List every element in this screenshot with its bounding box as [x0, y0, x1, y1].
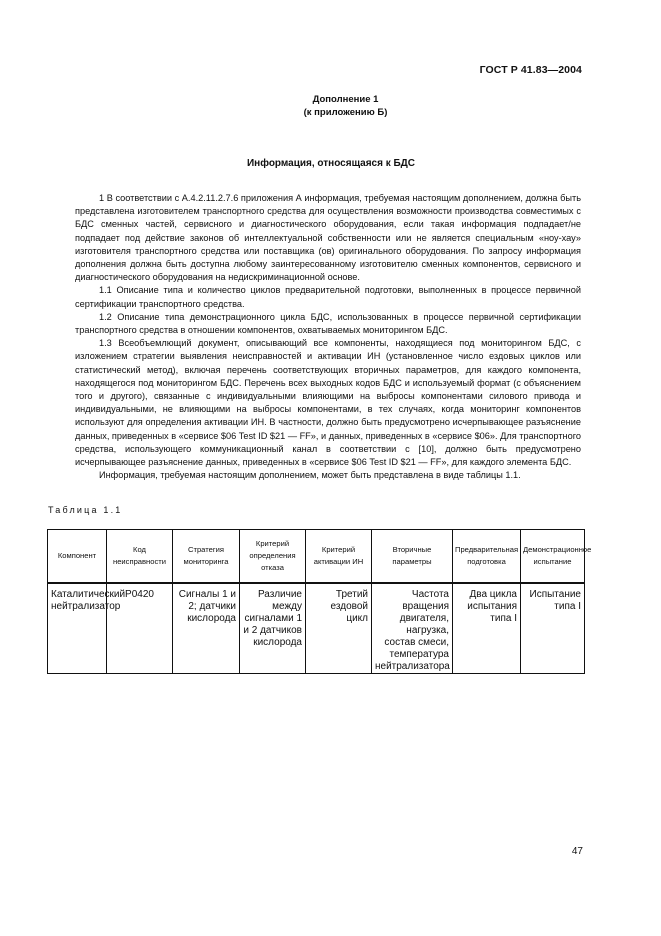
header-secondary-params: Вторичные параметры — [372, 530, 453, 584]
header-mi-criteria: Критерий активации ИН — [306, 530, 372, 584]
appendix-subtitle: (к приложению Б) — [303, 107, 388, 118]
header-fault-criteria: Критерий определения отказа — [240, 530, 306, 584]
cell-fault-criteria: Различие между сигналами 1 и 2 датчиков кислорода — [240, 583, 306, 674]
header-demo-test: Демонстрационное испытание — [521, 530, 585, 584]
body-text — [75, 192, 581, 482]
table-header-row — [48, 530, 585, 584]
header-monitoring-strategy: Стратегия мониторинга — [173, 530, 240, 584]
appendix-title: Дополнение 1 — [312, 94, 379, 105]
paragraph-1-2: 1.2 Описание типа демонстрационного цикла БДС, использованных в процессе первичной сертификации транспортного средства в отношении компонентов, охватываемых мониторингом БДС. — [75, 311, 581, 336]
paragraph-1-1: 1.1 Описание типа и количество циклов предварительной подготовки, выполненных в процессе первичной сертификации транспортного средства. — [75, 285, 581, 309]
header-preconditioning: Предварительная подготовка — [453, 530, 521, 584]
info-table — [47, 529, 592, 674]
header-fault-code: Код неисправности — [107, 530, 173, 584]
page-number: 47 — [571, 846, 583, 857]
appendix-heading — [0, 93, 661, 119]
header-component: Компонент — [48, 530, 107, 584]
cell-secondary-params: Частота вращения двигателя, нагрузка, состав смеси, температура нейтрализатора — [372, 583, 453, 674]
cell-mi-criteria: Третий ездовой цикл — [306, 583, 372, 674]
cell-monitoring-strategy: Сигналы 1 и 2; датчики кислорода — [173, 583, 240, 674]
paragraph-1-3: 1.3 Всеобъемлющий документ, описывающий все компоненты, находящиеся под мониторингом БДС, с изложением стратегии выявления неисправностей и активации ИН (установленное число ездовых циклов или статистический метод), включая перечень соответствующих вторичных параметров, для каждого компонента, находящегося под мониторингом БДС. Перечень всех выходных кодов БДС и используемый формат (с объяснением того и другого), связанные с индивидуальными влияющими на выбросы компонентами силового привода и индивидуальными, не влияющими на выбросы компонентами, в тех случаях, когда мониторинг компонентов используют для определения активации ИН. В частности, должно быть предусмотрено исчерпывающее разъяснение данных, приведенных в «сервисе $06 Test ID $21 — FF», и данных, приведенных в «сервисе $06». Для транспортного средства, использующего коммуникационный канал в соответствии с [10], должно быть предусмотрено исчерпывающее разъяснение данных, приведенных в «сервисе $06 Test ID $21 — FF», для каждого элемента БДС. — [75, 338, 581, 468]
table-caption: Таблица 1.1 — [48, 505, 123, 515]
cell-fault-code: P0420 — [107, 583, 173, 674]
cell-demo-test: Испытание типа I — [521, 583, 585, 674]
table-row — [48, 583, 585, 674]
cell-preconditioning: Два цикла испытания типа I — [453, 583, 521, 674]
paragraph-closing: Информация, требуемая настоящим дополнением, может быть представлена в виде таблицы 1.1. — [99, 470, 521, 481]
section-title — [0, 158, 661, 169]
cell-component: Каталитический нейтрализатор — [48, 583, 107, 674]
standard-code: ГОСТ Р 41.83—2004 — [479, 64, 582, 76]
section-title-text: Информация, относящаяся к БДС — [246, 158, 416, 169]
paragraph-1: 1 В соответствии с А.4.2.11.2.7.6 приложения А информация, требуемая настоящим дополнением, должна быть представлена изготовителем транспортного средства для осуществления возможности производства совместимых с БДС сменных частей, сервисного и диагностического оборудования, если такая информация подпадает/не подпадает под действие законов об интеллектуальной собственности или не является специальным «ноу-хау» изготовителя транспортного средства или поставщика (ов) оригинального оборудования. По запросу информация дополнения должна быть доступна любому заинтересованному изготовителю сменных компонентов, сервисного и диагностического оборудования на недискриминационной основе. — [75, 193, 581, 283]
